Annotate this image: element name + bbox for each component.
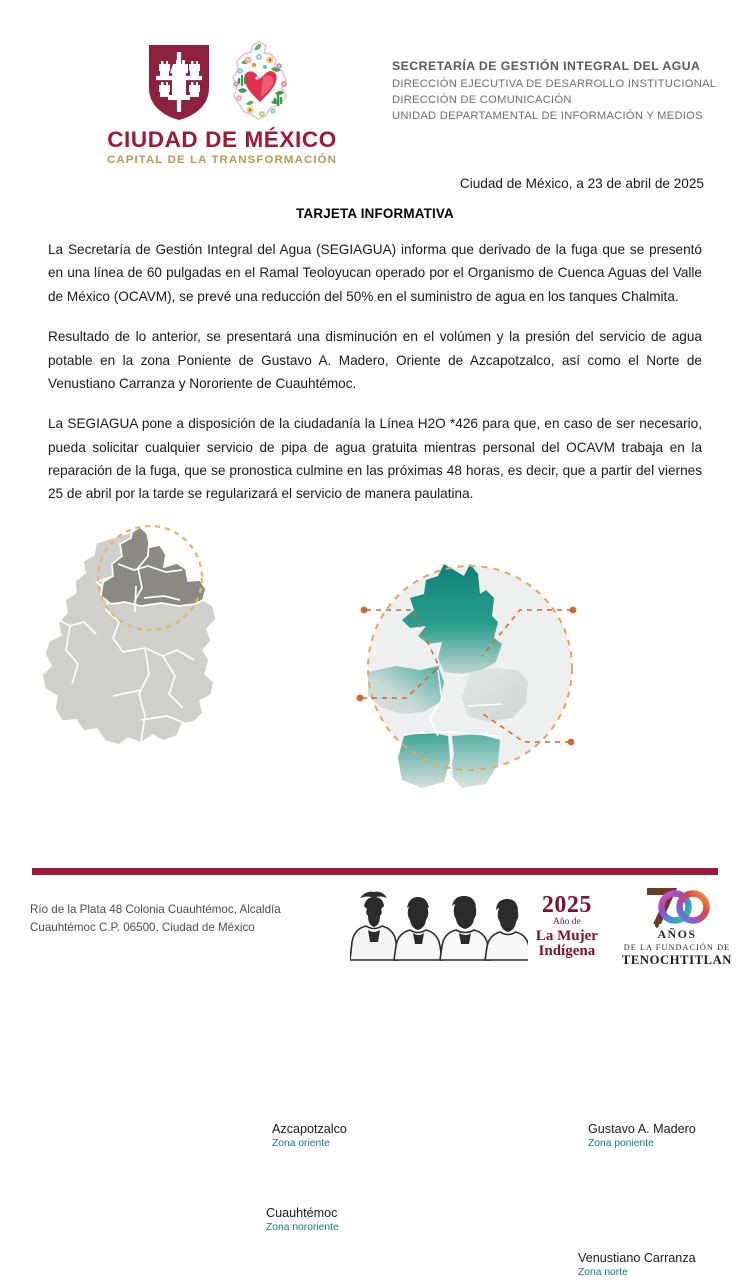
mujer-year: 2025: [541, 892, 592, 919]
tenoch-anios: AÑOS: [657, 927, 697, 941]
footer-address-line-2: Cuauhtémoc C.P. 06500, Ciudad de México: [30, 920, 255, 934]
paragraph-2: Resultado de lo anterior, se presentará una disminución en el volúmen y la presión del servicio de agua potable en la zona Poniente de Gustavo A. Madero, Oriente de Azcapotzalco, así como el Norte de Venustiano Carranza y Nororiente de Cuauhtémoc.: [48, 329, 702, 391]
mujer-line-3: Indígena: [538, 942, 596, 959]
paragraph-1: La Secretaría de Gestión Integral del Agua (SEGIAGUA) informa que derivado de la fuga que se presentó en una línea de 60 pulgadas en el Ramal Teoloyucan operado por el Organismo de Cuenca Aguas del Valle de México (OCAVM), se prevé una reducción del 50% en el suministro de agua en los tanques Chalmita.: [48, 242, 702, 304]
document-header: [0, 0, 750, 170]
tenoch-line-2: TENOCHTITLAN: [621, 953, 732, 967]
mujer-line-1: Año de: [553, 917, 581, 928]
mujer-line-2: La Mujer: [535, 927, 598, 944]
cdmx-alcaldias-overview-map: [42, 526, 216, 804]
cdmx-coat-of-arms-icon: [146, 42, 212, 122]
brand-subtitle: CAPITAL DE LA TRANSFORMACIÓN: [106, 153, 338, 166]
cdmx-affected-zone-detail-map: [357, 564, 577, 788]
map-label-zone: Zona nororiente: [266, 1221, 339, 1233]
document-body: [48, 238, 702, 506]
brand-logos: [72, 38, 372, 122]
map-label-name: Venustiano Carranza: [578, 1251, 696, 1265]
70-anios-tenochtitlan-icon: [622, 884, 732, 968]
department-line-4: UNIDAD DEPARTAMENTAL DE INFORMACIÓN Y MEDIOS: [392, 110, 703, 123]
footer-address-line-1: Río de la Plata 48 Colonia Cuauhtémoc, Alcaldía: [30, 903, 281, 916]
page-title: TARJETA INFORMATIVA: [296, 206, 454, 221]
map-label-gustavo-a-madero: [588, 1122, 696, 1151]
department-line-3: DIRECCIÓN DE COMUNICACIÓN: [392, 94, 572, 107]
footer-divider: [32, 868, 718, 875]
department-block: [392, 58, 722, 125]
cdmx-floral-map-icon: [226, 40, 298, 122]
cdmx-brand-block: [72, 38, 372, 166]
mujer-indigena-text-block: [536, 893, 598, 959]
map-label-azcapotzalco: [272, 1122, 347, 1151]
map-label-venustiano-carranza: [578, 1251, 696, 1280]
footer-logos: [350, 884, 732, 968]
map-label-zone: Zona poniente: [588, 1137, 654, 1149]
department-line-1: SECRETARÍA DE GESTIÓN INTEGRAL DEL AGUA: [392, 59, 701, 73]
brand-title: CIUDAD DE MÉXICO: [107, 127, 337, 152]
map-label-zone: Zona norte: [578, 1266, 628, 1278]
map-label-name: Cuauhtémoc: [266, 1206, 338, 1220]
document-date: Ciudad de México, a 23 de abril de 2025: [459, 176, 704, 191]
map-label-cuauhtemoc: [266, 1206, 339, 1235]
paragraph-3: La SEGIAGUA pone a disposición de la ciudadanía la Línea H2O *426 para que, en caso de ser necesario, pueda solicitar cualquier servicio de pipa de agua gratuita mientras personal del OCAVM trabaja en la reparación de la fuga, que se pronostica culmine en las próximas 48 horas, es decir, que a partir del viernes 25 de abril por la tarde se regularizará el servicio de manera paulatina.: [48, 416, 702, 502]
mujeres-indigenas-illustration-icon: [350, 886, 528, 967]
tenoch-line-1: DE LA FUNDACIÓN DE: [623, 943, 731, 952]
department-line-2: DIRECCIÓN EJECUTIVA DE DESARROLLO INSTITUCIONAL: [392, 77, 717, 90]
footer-address: [30, 901, 281, 937]
map-label-zone: Zona oriente: [272, 1137, 330, 1149]
map-label-name: Gustavo A. Madero: [588, 1122, 696, 1136]
map-label-name: Azcapotzalco: [272, 1122, 347, 1136]
